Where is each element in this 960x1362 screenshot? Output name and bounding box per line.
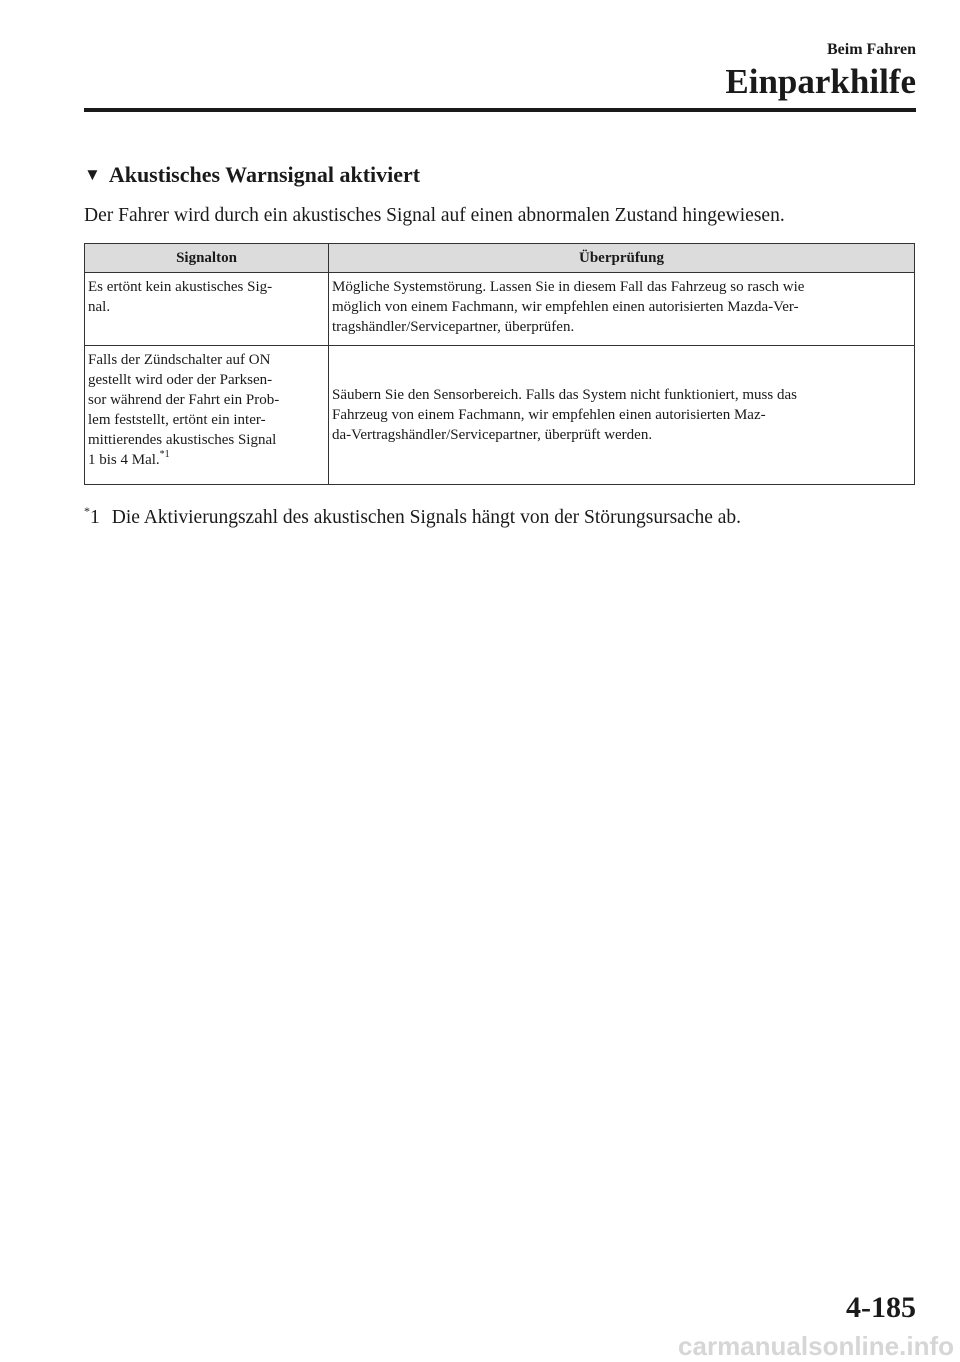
- table-row: [85, 346, 915, 485]
- column-header-signal: Signalton: [85, 244, 329, 273]
- section-heading-text: Akustisches Warnsignal aktiviert: [108, 162, 421, 187]
- footnote-star: *: [84, 504, 90, 518]
- cell-line: mittierendes akustisches Signal: [88, 432, 277, 448]
- watermark-text: carmanualsonline.info: [678, 1331, 954, 1361]
- column-header-check: Überprüfung: [329, 244, 915, 273]
- page-title: Einparkhilfe: [725, 62, 916, 101]
- cell-line: Mögliche Systemstörung. Lassen Sie in diesem Fall das Fahrzeug so rasch wie: [332, 279, 805, 295]
- check-cell: [329, 273, 915, 346]
- cell-line: Säubern Sie den Sensorbereich. Falls das System nicht funktioniert, muss das: [332, 387, 797, 403]
- table-row: [85, 273, 915, 346]
- cell-line: sor während der Fahrt ein Prob-: [88, 392, 280, 408]
- cell-line: Fahrzeug von einem Fachmann, wir empfehlen einen autorisierten Maz-: [332, 407, 766, 423]
- footnote: [84, 504, 741, 532]
- page-header: [84, 40, 916, 102]
- footnote-reference: *1: [159, 449, 170, 460]
- cell-line: 1 bis 4 Mal.: [88, 452, 160, 468]
- footnote-number: 1: [90, 507, 100, 528]
- cell-line: möglich von einem Fachmann, wir empfehlen einen autorisierten Mazda-Ver-: [332, 299, 799, 315]
- footnote-marker: [84, 504, 100, 528]
- cell-line: gestellt wird oder der Parksen-: [88, 372, 273, 388]
- intro-paragraph: Der Fahrer wird durch ein akustisches Signal auf einen abnormalen Zustand hingewiesen.: [84, 205, 785, 226]
- signal-cell: [85, 346, 329, 485]
- diagnosis-table: [84, 243, 915, 485]
- cell-line: nal.: [88, 299, 111, 315]
- cell-line: Es ertönt kein akustisches Sig-: [88, 279, 273, 295]
- watermark: [678, 1327, 960, 1362]
- footnote-text: Die Aktivierungszahl des akustischen Signals hängt von der Störungsursache ab.: [111, 507, 742, 528]
- cell-line: lem feststellt, ertönt ein inter-: [88, 412, 266, 428]
- cell-line: da-Vertragshändler/Servicepartner, überprüft werden.: [332, 427, 653, 443]
- cell-line: Falls der Zündschalter auf ON: [88, 352, 271, 368]
- header-rule: [84, 108, 916, 112]
- signal-cell: [85, 273, 329, 346]
- page-number: 4-185: [846, 1291, 916, 1324]
- cell-line: tragshändler/Servicepartner, überprüfen.: [332, 319, 575, 335]
- triangle-down-icon: ▼: [84, 165, 101, 184]
- chapter-title: Beim Fahren: [826, 41, 916, 58]
- check-cell: [329, 346, 915, 485]
- table-header-row: [85, 244, 915, 273]
- section-heading: [84, 160, 420, 190]
